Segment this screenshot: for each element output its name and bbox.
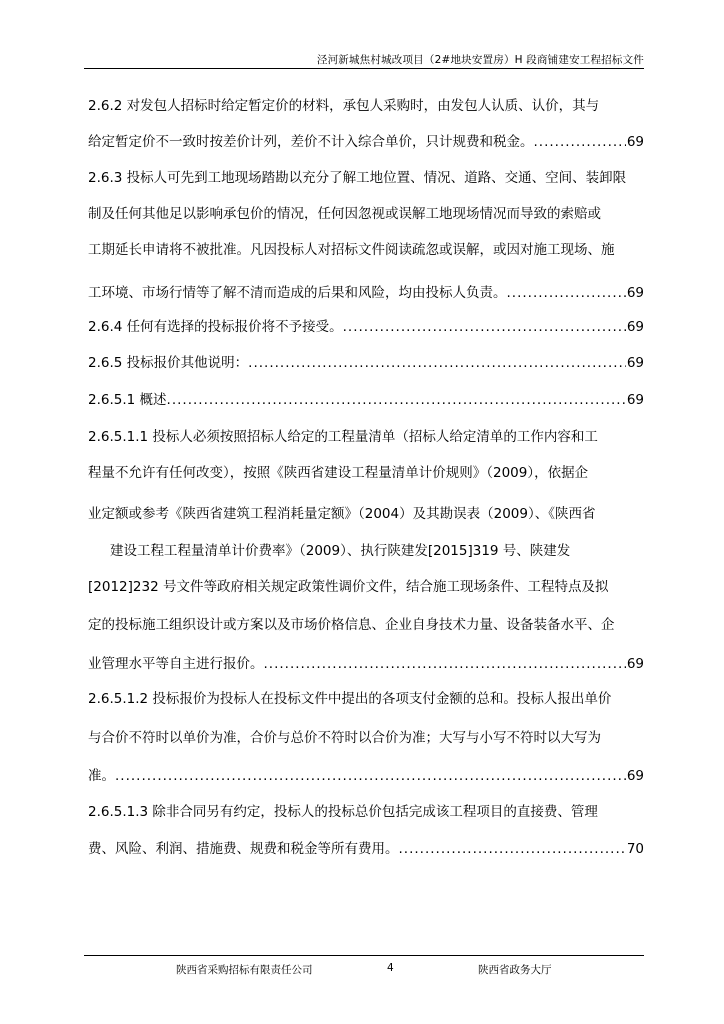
toc-page-number: 69 [626, 768, 644, 784]
toc-entry[interactable] [88, 318, 644, 336]
header-divider [84, 68, 644, 69]
footer-divider [84, 955, 644, 956]
toc-entry[interactable] [88, 655, 644, 673]
toc-line: 2.6.5.1.2 投标报价为投标人在投标文件中提出的各项支付金额的总和。投标人报出单价 [88, 691, 612, 707]
footer-page-number: 4 [387, 962, 394, 974]
toc-page-number: 69 [626, 392, 644, 408]
toc-entry[interactable] [88, 391, 644, 409]
toc-line: 建设工程工程量清单计价费率》（2009）、执行陕建发[2015]319 号、陕建发 [110, 543, 571, 559]
footer-company: 陕西省采购招标有限责任公司 [176, 964, 313, 976]
toc-page-number: 69 [626, 134, 644, 150]
toc-entry-text: 业管理水平等自主进行报价。 [88, 656, 264, 672]
toc-entry-text: 给定暂定价不一致时按差价计列，差价不计入综合单价，只计规费和税金。 [88, 134, 534, 150]
toc-line: 2.6.3 投标人可先到工地现场踏勘以充分了解工地位置、情况、道路、交通、空间、装卸限 [88, 170, 627, 186]
toc-line: 程量不允许有任何改变），按照《陕西省建设工程量清单计价规则》（2009），依据企 [88, 465, 589, 481]
toc-entry-text: 费、风险、利润、措施费、规费和税金等所有费用。 [88, 841, 399, 857]
toc-entry-text: 工环境、市场行情等了解不清而造成的后果和风险，均由投标人负责。 [88, 285, 507, 301]
toc-line: 与合价不符时以单价为准，合价与总价不符时以合价为准；大写与小写不符时以大写为 [88, 730, 601, 746]
dot-leader [534, 133, 626, 151]
toc-page-number: 70 [626, 841, 644, 857]
toc-entry[interactable] [88, 133, 644, 151]
toc-line: 2.6.5.1.3 除非合同另有约定，投标人的投标总价包括完成该工程项目的直接费、管理 [88, 804, 598, 820]
toc-page-number: 69 [626, 656, 644, 672]
dot-leader [248, 354, 626, 372]
toc-entry[interactable] [88, 284, 644, 302]
toc-entry[interactable] [88, 767, 644, 785]
toc-entry-text: 2.6.5.1 概述 [88, 392, 167, 408]
toc-line: 2.6.2 对发包人招标时给定暂定价的材料，承包人采购时，由发包人认质、认价，其与 [88, 98, 600, 114]
toc-line: 业定额或参考《陕西省建筑工程消耗量定额》（2004）及其勘误表（2009）、《陕西省 [88, 506, 596, 522]
toc-entry-text: 准。 [88, 768, 115, 784]
dot-leader [167, 391, 626, 409]
toc-line: 定的投标施工组织设计或方案以及市场价格信息、企业自身技术力量、设备装备水平、企 [88, 617, 615, 633]
toc-entry-text: 2.6.4 任何有选择的投标报价将不予接受。 [88, 319, 343, 335]
toc-page-number: 69 [626, 285, 644, 301]
dot-leader [264, 655, 626, 673]
toc-entry[interactable] [88, 840, 644, 858]
toc-entry[interactable] [88, 354, 644, 372]
toc-page-number: 69 [626, 355, 644, 371]
dot-leader [507, 284, 626, 302]
toc-line: [2012]232 号文件等政府相关规定政策性调价文件，结合施工现场条件、工程特点及拟 [88, 579, 609, 595]
toc-line: 制及任何其他足以影响承包价的情况，任何因忽视或误解工地现场情况而导致的索赔或 [88, 206, 601, 222]
dot-leader [399, 840, 626, 858]
toc-page-number: 69 [626, 319, 644, 335]
toc-entry-text: 2.6.5 投标报价其他说明： [88, 355, 249, 371]
header-title: 泾河新城焦村城改项目（2#地块安置房）H 段商铺建安工程招标文件 [316, 54, 644, 66]
dot-leader [115, 767, 626, 785]
toc-line: 2.6.5.1.1 投标人必须按照招标人给定的工程量清单（招标人给定清单的工作内容和工 [88, 429, 598, 445]
toc-line: 工期延长申请将不被批准。凡因投标人对招标文件阅读疏忽或误解，或因对施工现场、施 [88, 242, 615, 258]
dot-leader [343, 318, 626, 336]
footer-location: 陕西省政务大厅 [478, 964, 552, 976]
